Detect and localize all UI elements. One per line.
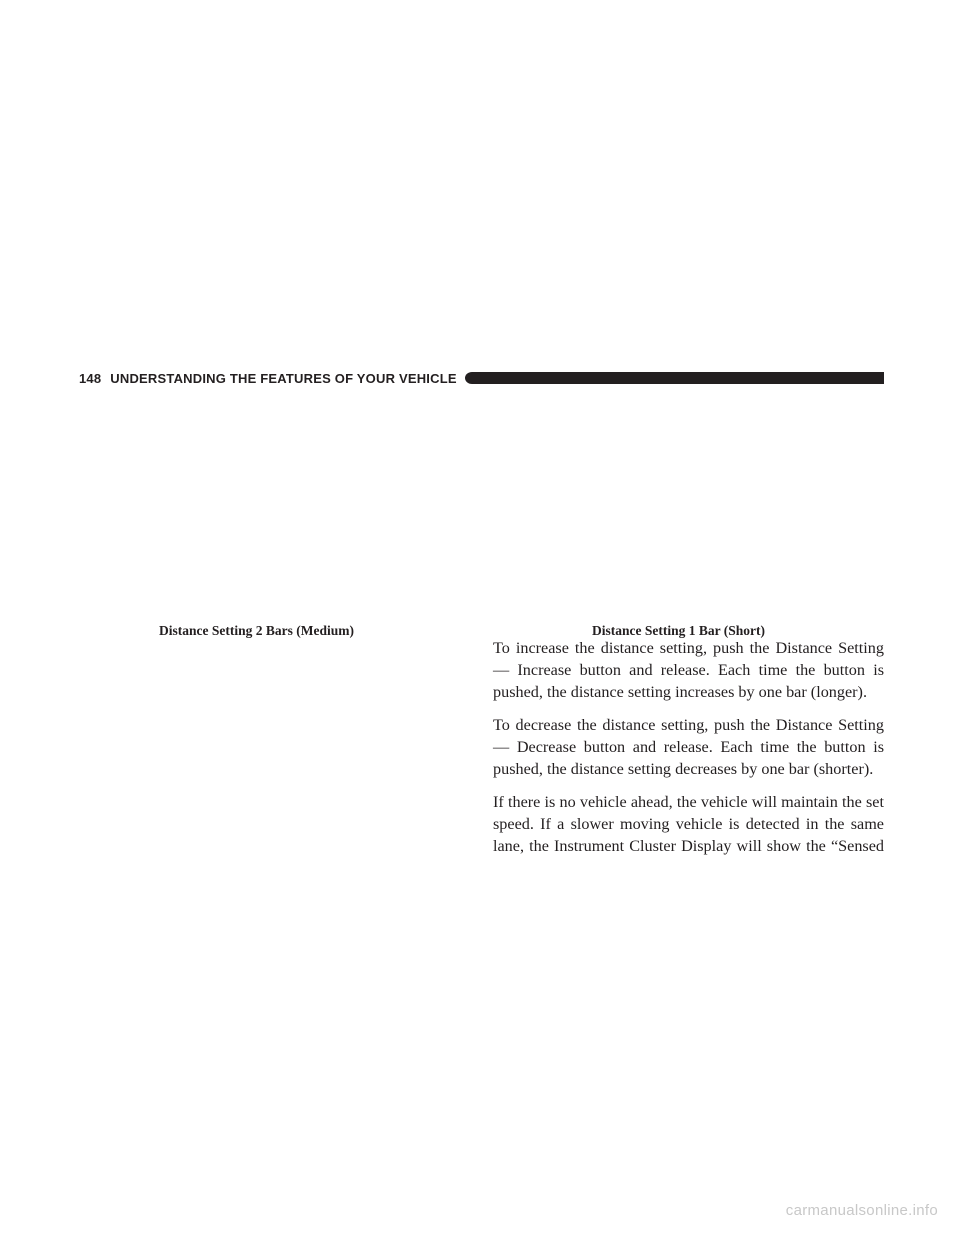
text-line: — Increase button and release. Each time the button is — [493, 661, 884, 679]
text-line: pushed, the distance setting increases by one bar (longer). — [493, 683, 867, 701]
text-line: To decrease the distance setting, push the Distance Setting — [493, 716, 884, 734]
figure-caption-medium: Distance Setting 2 Bars (Medium) — [159, 623, 354, 638]
text-line: If there is no vehicle ahead, the vehicle will maintain the set — [493, 793, 884, 811]
body-text-column — [493, 637, 884, 868]
text-line: lane, the Instrument Cluster Display will show the “Sensed — [493, 837, 884, 855]
text-line: speed. If a slower moving vehicle is detected in the same — [493, 815, 884, 833]
chapter-title: UNDERSTANDING THE FEATURES OF YOUR VEHICLE — [110, 370, 457, 386]
paragraph-decrease-distance — [493, 714, 884, 780]
page-header — [79, 368, 884, 388]
header-rule-bar — [465, 372, 884, 384]
text-line: pushed, the distance setting decreases by one bar (shorter). — [493, 760, 874, 778]
figure-caption-short: Distance Setting 1 Bar (Short) — [592, 623, 765, 638]
paragraph-increase-distance — [493, 637, 884, 703]
paragraph-no-vehicle-ahead — [493, 791, 884, 857]
watermark-text: carmanualsonline.info — [785, 1202, 938, 1219]
text-line: — Decrease button and release. Each time the button is — [493, 738, 884, 756]
page-number: 148 — [79, 370, 102, 386]
text-line: To increase the distance setting, push the Distance Setting — [493, 639, 884, 657]
